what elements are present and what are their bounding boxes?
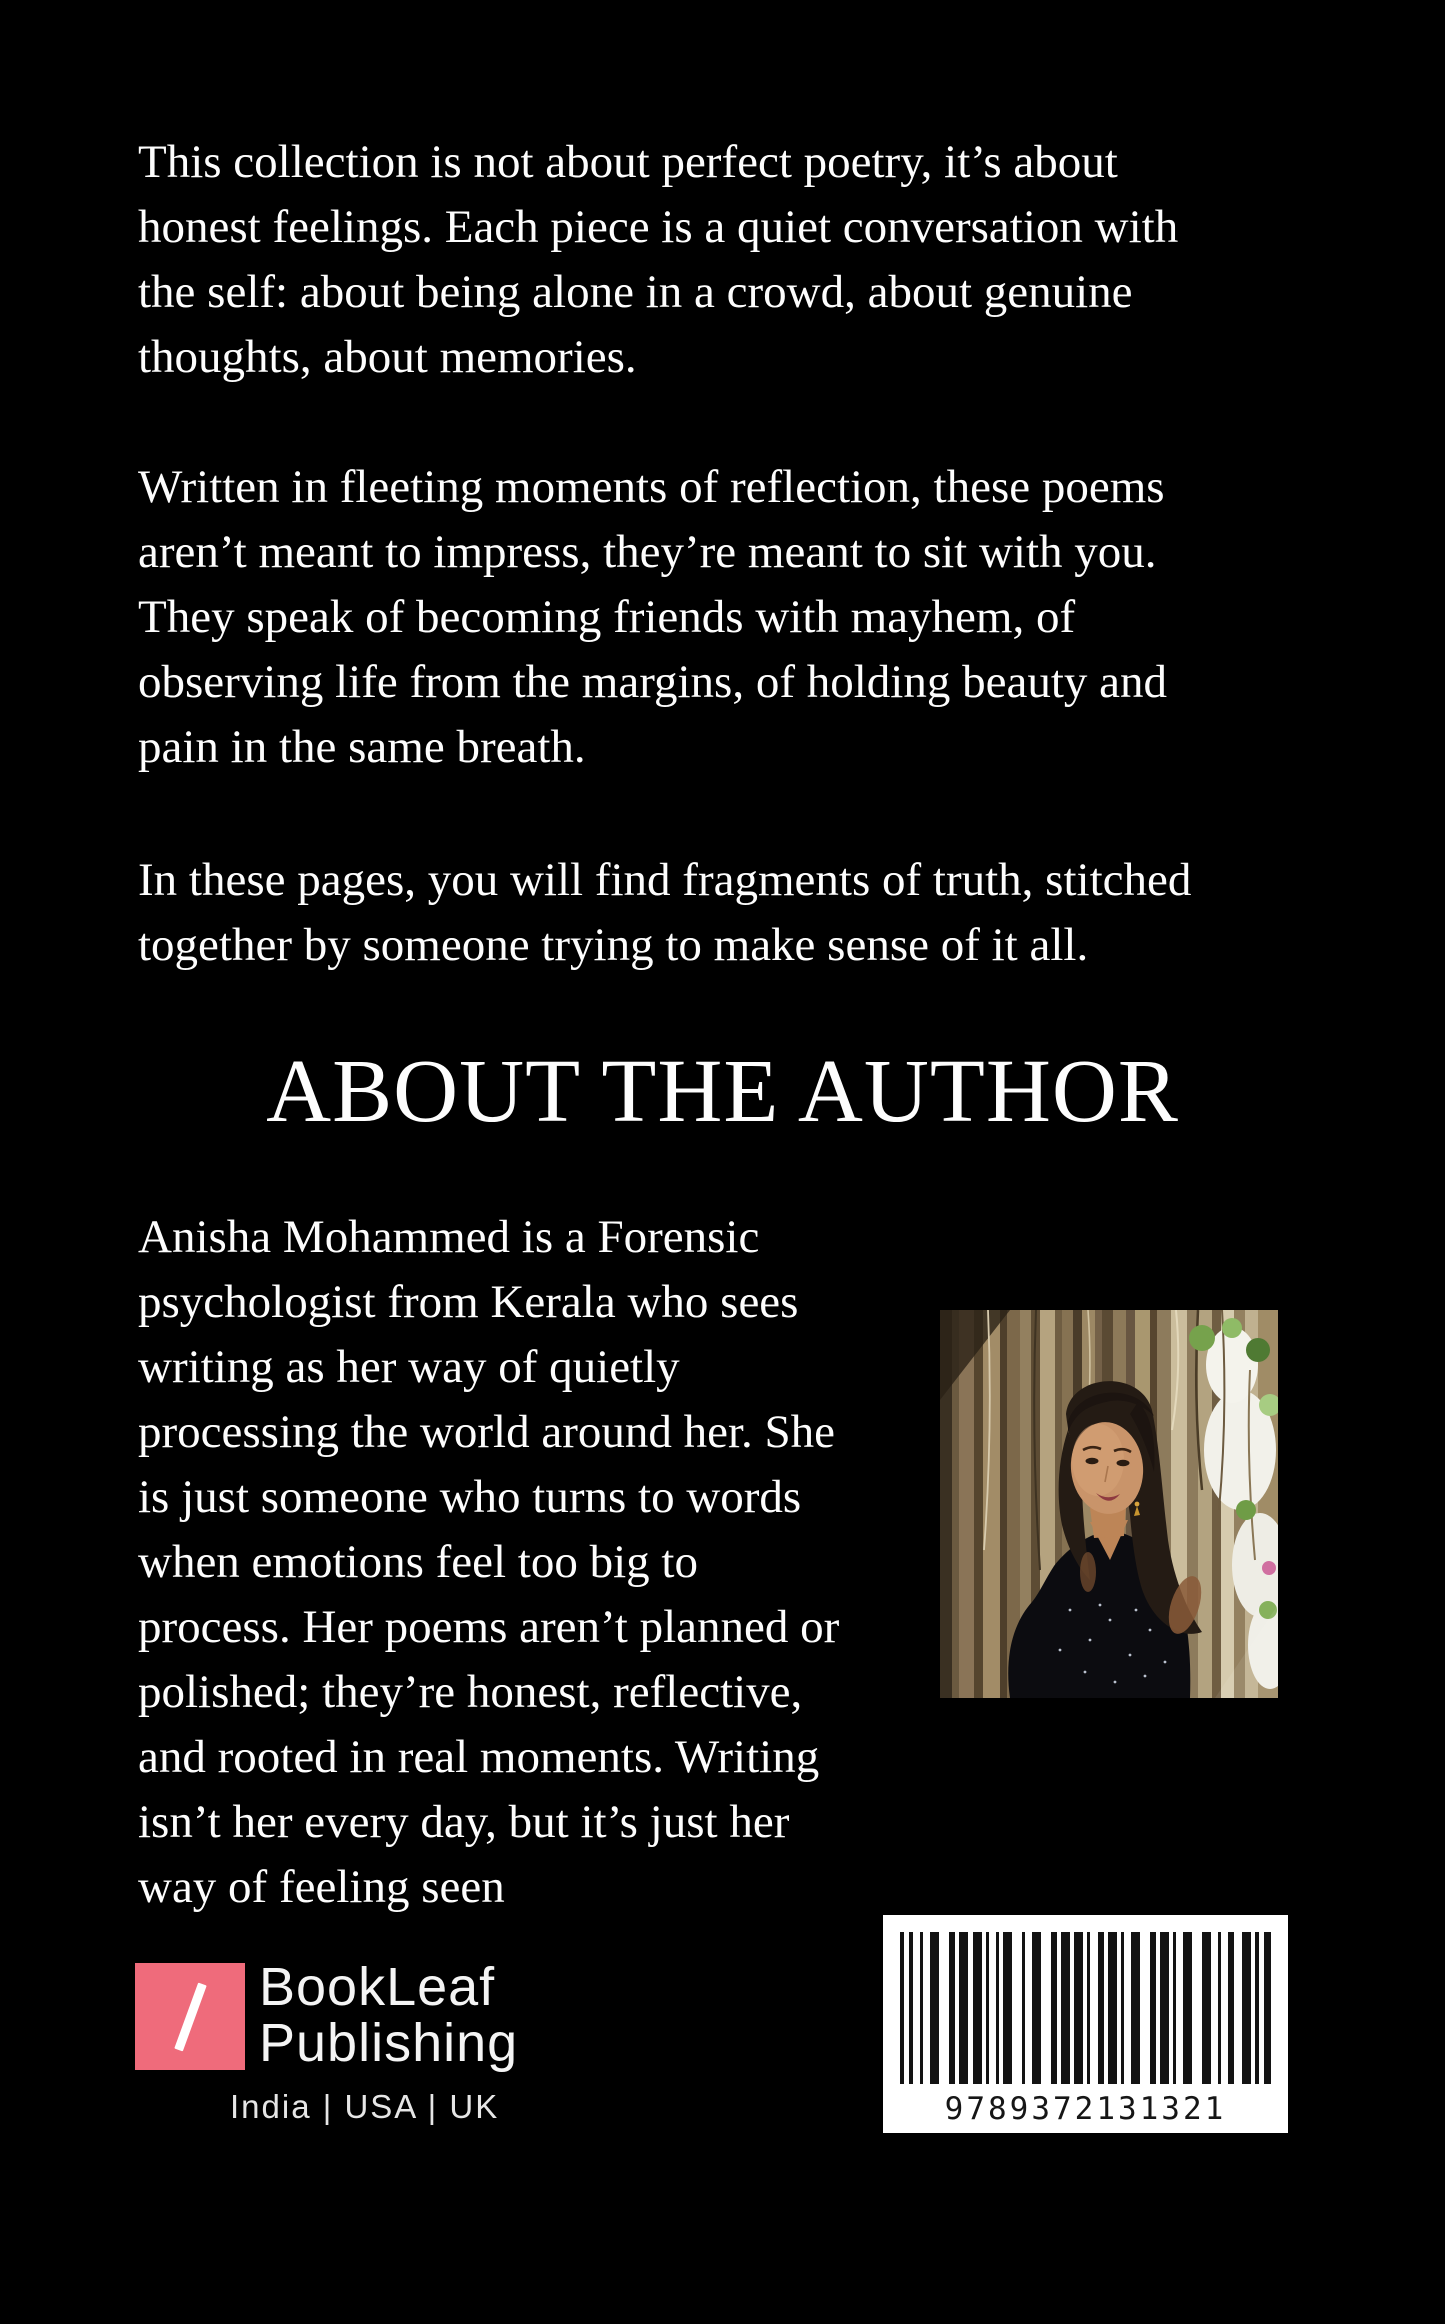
synopsis-paragraph-1 — [138, 130, 1178, 390]
publisher-regions: India | USA | UK — [230, 2088, 500, 2125]
text-line: Written in fleeting moments of reflection, these poems — [138, 461, 1165, 513]
author-bio — [138, 1205, 839, 1920]
synopsis-paragraph-2 — [138, 455, 1167, 780]
text-line: In these pages, you will find fragments of truth, stitched — [138, 854, 1192, 906]
text-line: Anisha Mohammed is a Forensic — [138, 1211, 760, 1263]
text-line: together by someone trying to make sense of it all. — [138, 919, 1089, 971]
about-the-author-heading: ABOUT THE AUTHOR — [266, 1042, 1179, 1141]
text-line: isn’t her every day, but it’s just her — [138, 1796, 790, 1848]
publisher-name-line1: BookLeaf — [259, 1957, 496, 2017]
publisher-logo — [135, 1957, 555, 2128]
slash-icon — [174, 1982, 206, 2051]
bookleaf-logo-mark — [135, 1963, 245, 2070]
text-line: way of feeling seen — [138, 1861, 505, 1913]
text-line: aren’t meant to impress, they’re meant to sit with you. — [138, 526, 1157, 578]
text-line: They speak of becoming friends with mayhem, of — [138, 591, 1076, 643]
author-photo-graphic — [940, 1310, 1278, 1698]
text-line: when emotions feel too big to — [138, 1536, 698, 1588]
text-line: and rooted in real moments. Writing — [138, 1731, 820, 1783]
author-photo — [940, 1310, 1278, 1698]
publisher-name — [259, 1959, 518, 2071]
publisher-name-line2: Publishing — [259, 2013, 519, 2073]
text-line: is just someone who turns to words — [138, 1471, 802, 1523]
text-line: psychologist from Kerala who sees — [138, 1276, 799, 1328]
text-line: thoughts, about memories. — [138, 331, 637, 383]
text-line: honest feelings. Each piece is a quiet conversation with — [138, 201, 1179, 253]
text-line: the self: about being alone in a crowd, about genuine — [138, 266, 1133, 318]
barcode-number: 9789372131321 — [944, 2091, 1227, 2127]
text-line: writing as her way of quietly — [138, 1341, 680, 1393]
text-line: This collection is not about perfect poetry, it’s about — [138, 136, 1118, 188]
synopsis-paragraph-3 — [138, 848, 1191, 978]
text-line: process. Her poems aren’t planned or — [138, 1601, 840, 1653]
text-line: processing the world around her. She — [138, 1406, 836, 1458]
barcode — [883, 1915, 1288, 2133]
text-line: polished; they’re honest, reflective, — [138, 1666, 803, 1718]
text-line: pain in the same breath. — [138, 721, 586, 773]
barcode-bars — [900, 1932, 1271, 2084]
text-line: observing life from the margins, of holding beauty and — [138, 656, 1167, 708]
